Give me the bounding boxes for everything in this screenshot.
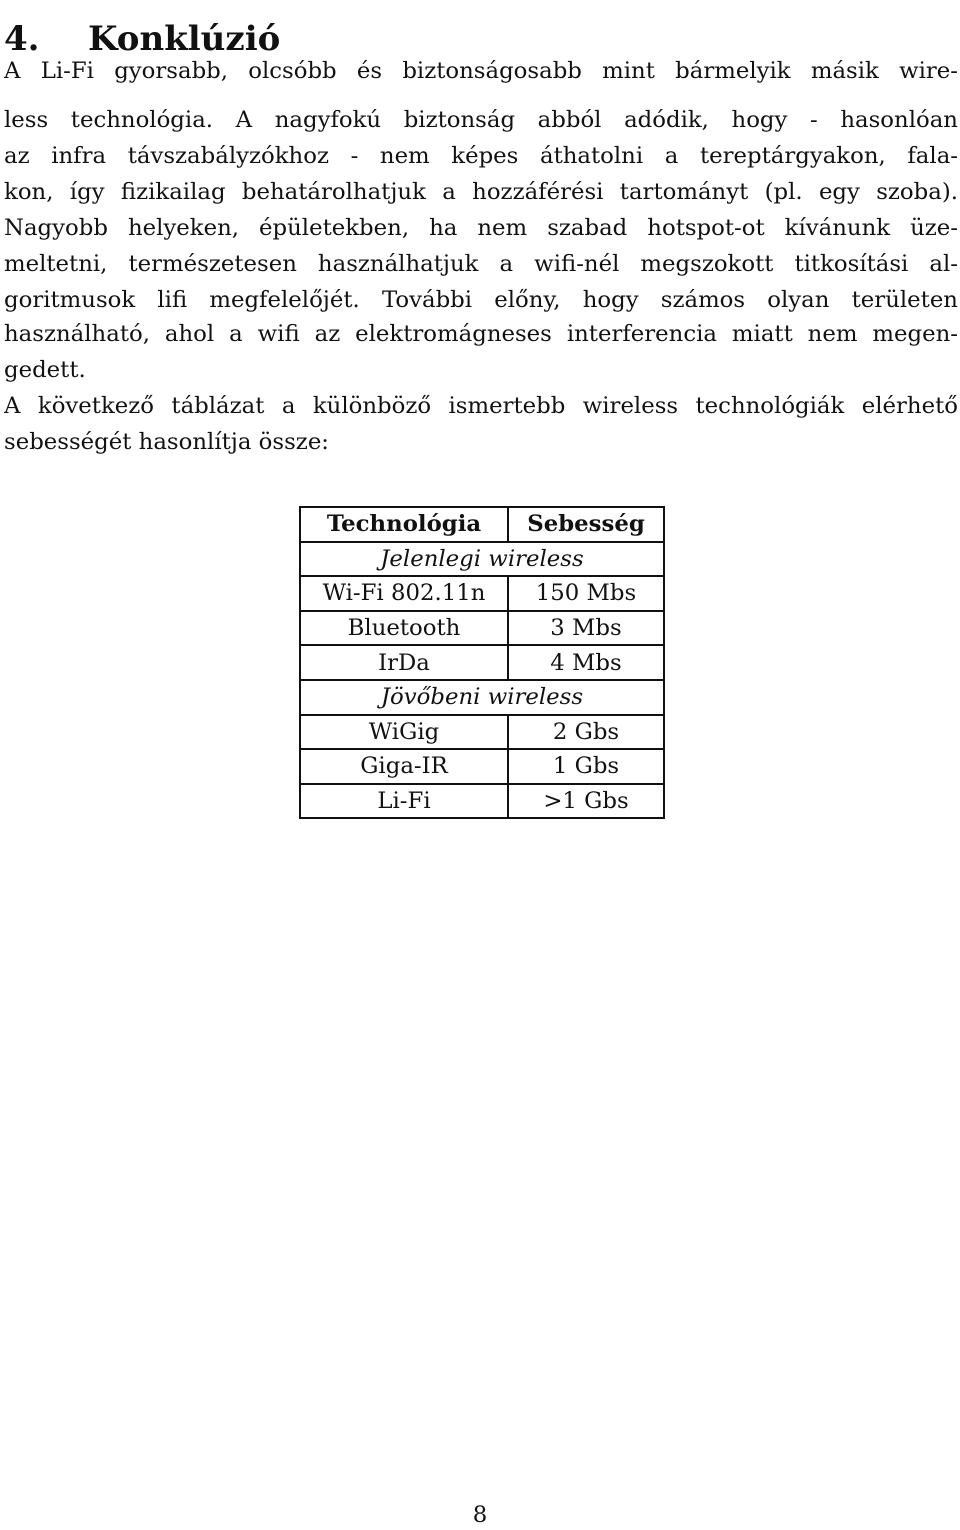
wireless-speed-table (299, 506, 665, 819)
paragraph-line: less technológia. A nagyfokú biztonság abból adódik, hogy - hasonlóan (4, 107, 958, 133)
paragraph-line: goritmusok lifi megfelelőjét. További előny, hogy számos olyan területen (4, 287, 958, 313)
table-row (300, 784, 664, 819)
cell-technology: IrDa (300, 645, 508, 680)
group-label-future: Jövőbeni wireless (300, 680, 664, 715)
cell-technology: Wi-Fi 802.11n (300, 576, 508, 611)
table-group-row (300, 542, 664, 577)
table-row (300, 715, 664, 750)
group-label-current: Jelenlegi wireless (300, 542, 664, 577)
table-row (300, 611, 664, 646)
paragraph-line: A Li-Fi gyorsabb, olcsóbb és biztonságosabb mint bármelyik másik wire- (4, 58, 958, 84)
paragraph-line: használható, ahol a wifi az elektromágneses interferencia miatt nem megen- (4, 321, 958, 347)
cell-speed: >1 Gbs (508, 784, 664, 819)
cell-technology: Giga-IR (300, 749, 508, 784)
cell-speed: 4 Mbs (508, 645, 664, 680)
paragraph-line: kon, így fizikailag behatárolhatjuk a hozzáférési tartományt (pl. egy szoba). (4, 179, 958, 205)
paragraph-line: Nagyobb helyeken, épületekben, ha nem szabad hotspot-ot kívánunk üze- (4, 215, 958, 241)
cell-speed: 150 Mbs (508, 576, 664, 611)
cell-speed: 2 Gbs (508, 715, 664, 750)
header-speed: Sebesség (508, 507, 664, 542)
section-number: 4. (4, 18, 40, 59)
table-row (300, 645, 664, 680)
cell-technology: Li-Fi (300, 784, 508, 819)
cell-technology: Bluetooth (300, 611, 508, 646)
paragraph-line: meltetni, természetesen használhatjuk a wifi-nél megszokott titkosítási al- (4, 251, 958, 277)
cell-speed: 3 Mbs (508, 611, 664, 646)
cell-speed: 1 Gbs (508, 749, 664, 784)
page-number: 8 (472, 1502, 488, 1528)
header-technology: Technológia (300, 507, 508, 542)
table-row (300, 576, 664, 611)
paragraph-line: sebességét hasonlítja össze: (4, 429, 329, 455)
paragraph-line: A következő táblázat a különböző ismertebb wireless technológiák elérhető (4, 393, 958, 419)
table-group-row (300, 680, 664, 715)
cell-technology: WiGig (300, 715, 508, 750)
paragraph-line: az infra távszabályzókhoz - nem képes áthatolni a tereptárgyakon, fala- (4, 143, 958, 169)
section-title: Konklúzió (88, 18, 281, 59)
paragraph-line: gedett. (4, 357, 86, 383)
table-row (300, 749, 664, 784)
table-header-row (300, 507, 664, 542)
